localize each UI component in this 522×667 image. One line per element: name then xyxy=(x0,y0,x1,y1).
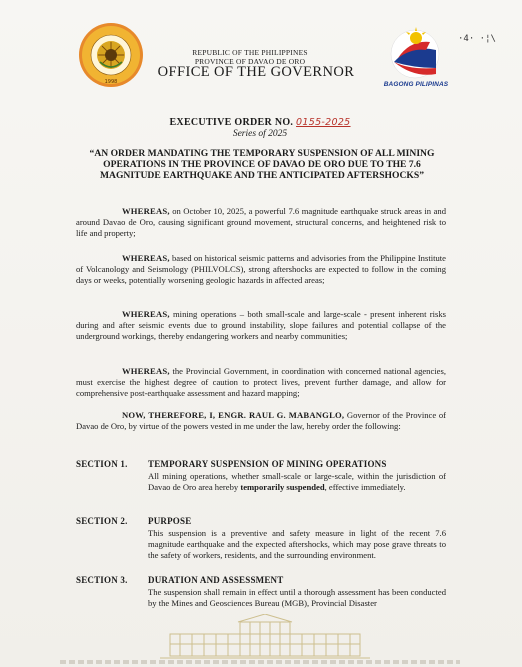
section-1-heading: TEMPORARY SUSPENSION OF MINING OPERATIONS xyxy=(148,459,387,469)
whereas-clause-4 xyxy=(76,366,446,400)
whereas-lead: WHEREAS, xyxy=(122,309,170,319)
whereas-clause-3 xyxy=(76,309,446,343)
whereas-clause-2 xyxy=(76,253,446,287)
section-3-label: SECTION 3. xyxy=(76,575,128,585)
whereas-lead: WHEREAS, xyxy=(122,206,170,216)
whereas-text: based on historical seismic patterns and advisories from the Philippine Institute of Volcanology and Seismology (PHILVOLCS), strong aftershocks are expected to follow in the coming days or weeks, potentially worsening geologic hazards in affected areas; xyxy=(76,253,446,286)
section-1-label: SECTION 1. xyxy=(76,459,128,469)
section-body-text: All mining operations, whether small-scale or large-scale, within the jurisdiction of Davao de Oro area hereby xyxy=(148,471,446,493)
provincial-seal-icon xyxy=(78,22,144,88)
now-therefore-clause xyxy=(76,410,446,432)
series-year: Series of 2025 xyxy=(232,129,288,139)
republic-line: REPUBLIC OF THE PHILIPPINES xyxy=(192,48,308,57)
section-body-text: This suspension is a preventive and safety measure in light of the recent 7.6 magnitude earthquake and the expected aftershocks, which may pose grave threats to the safety of workers, residents, and the surrounding environment. xyxy=(148,528,446,561)
section-1-body xyxy=(148,471,446,493)
receipt-stamp: ·4· ·¦\ xyxy=(458,34,496,44)
now-therefore-text: Governor of the Province of Davao de Oro, by virtue of the powers vested in me under the law, hereby order the following: xyxy=(76,410,446,432)
seal-year: 1998 xyxy=(104,79,118,85)
province-line: PROVINCE OF DAVAO DE ORO xyxy=(194,57,306,66)
capitol-building-watermark-icon xyxy=(160,614,370,660)
whereas-text: the Provincial Government, in coordination with concerned national agencies, must exercise the highest degree of caution to protect lives, prevent further damage, and allow for comprehensive post-earthquake assessment and hazard mapping; xyxy=(76,366,446,399)
now-therefore-lead: NOW, THEREFORE, I, ENGR. RAUL G. MABANGLO, xyxy=(122,410,345,420)
section-2-heading: PURPOSE xyxy=(148,516,192,526)
section-body-text: , effective immediately. xyxy=(324,482,406,493)
order-title: “AN ORDER MANDATING THE TEMPORARY SUSPENSION OF ALL MINING OPERATIONS IN THE PROVINCE OF DAVAO DE ORO DUE TO THE 7.6 MAGNITUDE EARTHQUAKE AND THE ANTICIPATED AFTERSHOCKS” xyxy=(89,148,435,182)
section-body-text: The suspension shall remain in effect until a thorough assessment has been conducted by the Mines and Geosciences Bureau (MGB), Provincial Disaster xyxy=(148,587,446,609)
section-3-body xyxy=(148,587,446,609)
whereas-text: on October 10, 2025, a powerful 7.6 magnitude earthquake struck areas in and around Davao de Oro, causing significant ground movement, structural concerns, and heightened risk to life and property; xyxy=(76,206,446,239)
executive-order-handwritten-number: 0155-2025 xyxy=(296,117,351,128)
bagong-pilipinas-text: BAGONG PILIPINAS xyxy=(383,81,449,88)
whereas-lead: WHEREAS, xyxy=(122,366,170,376)
bagong-pilipinas-logo-icon xyxy=(380,24,450,88)
whereas-lead: WHEREAS, xyxy=(122,253,170,263)
section-2-label: SECTION 2. xyxy=(76,516,128,526)
office-title: OFFICE OF THE GOVERNOR xyxy=(157,64,355,80)
footer-address-strip xyxy=(60,660,460,664)
executive-order-label: EXECUTIVE ORDER NO. xyxy=(169,117,294,128)
executive-order-number xyxy=(120,117,400,128)
whereas-text: mining operations – both small-scale and large-scale - present inherent risks during and after seismic events due to ground instability, slope failures and potential collapse of the underground workings, thereby endangering workers and nearby communities; xyxy=(76,309,446,342)
whereas-clause-1 xyxy=(76,206,446,240)
section-3-heading: DURATION AND ASSESSMENT xyxy=(148,575,284,585)
section-2-body xyxy=(148,528,446,562)
section-body-emphasis: temporarily suspended xyxy=(240,482,325,493)
